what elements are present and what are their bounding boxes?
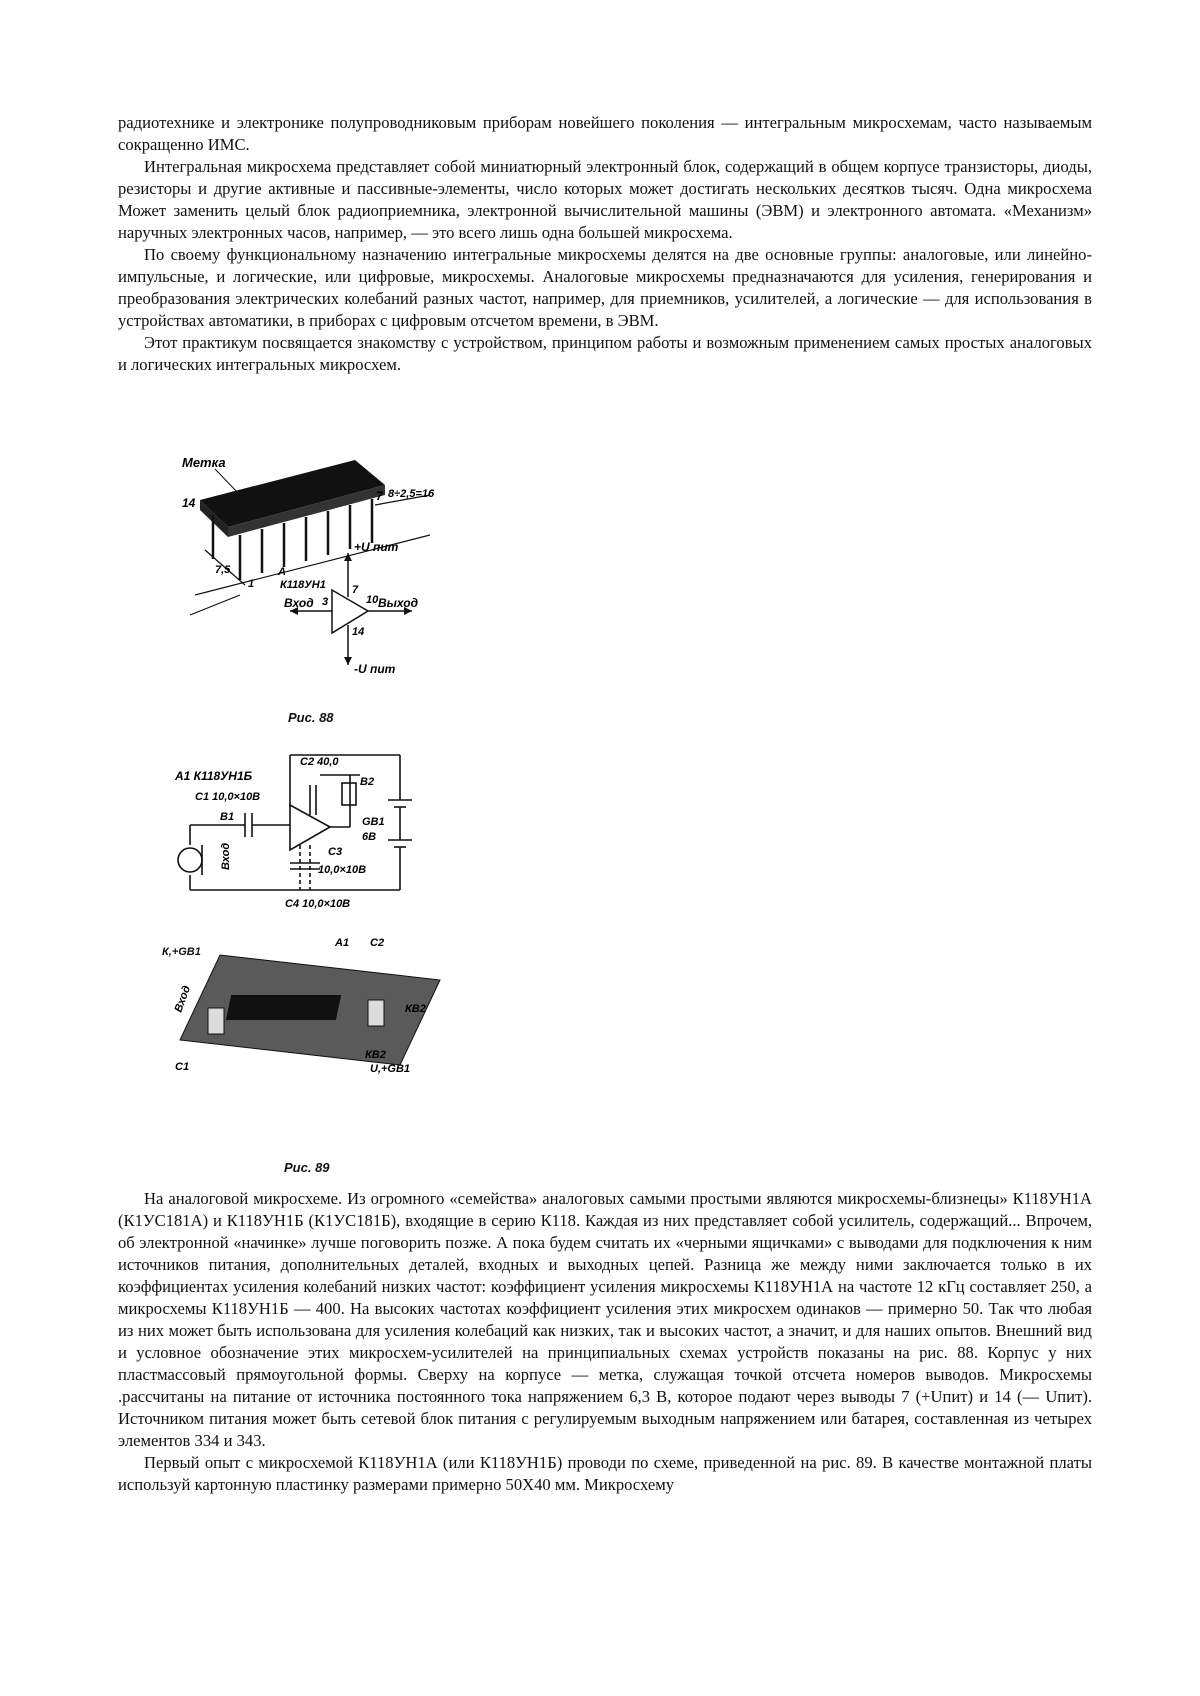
label-kb2-bottom: КВ2: [365, 1049, 386, 1061]
label-c3-value: 10,0×10В: [318, 864, 367, 876]
label-chip-ref: А: [278, 566, 286, 578]
board-capacitor-c1: [208, 1008, 224, 1034]
label-pin1: 1: [248, 578, 255, 590]
paragraph: радиотехнике и электронике полупроводниковым приборам новейшего поколения — интегральным микросхемам, часто называемым сокращенно ИМС.: [118, 113, 1092, 154]
label-board-c1: С1: [175, 1061, 190, 1073]
label-c2: С2 40,0: [300, 756, 339, 768]
paragraph: Интегральная микросхема представляет собой миниатюрный электронный блок, содержащий в общем корпусе транзисторы, диоды, резисторы и другие активные и пассивные-элементы, число которых может достигать нескольких десятков тысяч. Одна микросхема Может заменить целый блок радиоприемника, электронной вычислительной машины (ЭВМ) и электронного автомата. «Механизм» наручных электронных часов, например, — это всего лишь одна большей микросхема.: [118, 157, 1092, 242]
label-output: Выход: [378, 596, 419, 610]
label-n7: 7: [352, 584, 359, 596]
board-capacitor-c2: [368, 1000, 384, 1026]
upper-text: [118, 112, 1092, 376]
label-6v: 6В: [362, 831, 377, 843]
figure-88-caption: Рис. 88: [288, 710, 334, 725]
figure-89-caption: Рис. 89: [284, 1160, 330, 1175]
label-board-a1: А1: [335, 937, 350, 949]
label-k-gb1: К,+GB1: [162, 946, 201, 958]
label-vxod-vertical: Вход: [220, 842, 232, 870]
label-c3: С3: [328, 846, 343, 858]
label-u-gb1: U,+GB1: [370, 1063, 411, 1075]
label-b1: В1: [220, 811, 235, 823]
paragraph: Первый опыт с микросхемой К118УН1А (или К118УН1Б) проводи по схеме, приведенной на рис. 89. В качестве монтажной платы используй картонную пластинку размерами примерно 50Х40 мм. Микросхему: [118, 1453, 1092, 1494]
label-a1: А1 К118УН1Б: [175, 769, 253, 783]
figure-89-board: [160, 930, 460, 1080]
label-mark: Метка: [182, 455, 226, 470]
lower-text: [118, 1188, 1092, 1496]
label-board-c2: С2: [370, 937, 385, 949]
label-dim-right: 8÷2,5=16: [388, 488, 435, 500]
label-chip-name: К118УН1: [280, 579, 326, 591]
label-dim-left: 7,5: [215, 564, 231, 576]
label-n3: 3: [322, 596, 329, 608]
label-b2: В2: [360, 776, 375, 788]
paragraph: Этот практикум посвящается знакомству с устройством, принципом работы и возможным применением самых простых аналоговых и логических интегральных микросхем.: [118, 333, 1092, 374]
label-input: Вход: [284, 596, 314, 610]
label-c4: С4 10,0×10В: [285, 898, 351, 910]
label-n10: 10: [366, 594, 379, 606]
paragraph: На аналоговой микросхеме. Из огромного «семейства» аналоговых самыми простыми являются микросхемы-близнецы» К118УН1А (К1УС181А) и К118УН1Б (К1УС181Б), входящие в серию К118. Каждая из них представляет собой усилитель, содержащий... Впрочем, об электронной «начинке» лучше поговорить позже. А пока будем считать их «черными ящичками» с выводами для подключения к ним источников питания, дополнительных деталей, входных и выходных цепей. Разница же между ними заключается только в их коэффициентах усиления колебаний низких частот: коэффициент усиления микросхемы К118УН1А на частоте 12 кГц составляет 250, а микросхемы К118УН1Б — 400. На высоких частотах коэффициент усиления этих микросхем одинаков — примерно 50. Так что любая из них может быть использована для усиления колебаций как низких, так и высоких частот, а значит, и для наших опытов. Внешний вид и условное обозначение этих микросхем-усилителей на принципиальных схемах устройств показаны на рис. 88. Корпус у них пластмассовый прямоугольной формы. Сверху на корпусе — метка, служащая точкой отсчета номеров выводов. Микросхемы .рассчитаны на питание от источника постоянного тока напряжением 6,3 В, которое подают через выводы 7 (+Uпит) и 14 (— Uпит). Источником питания может быть сетевой блок питания с регулируемым выходным напряжением или батарея, составленная из четырех элементов 334 и 343.: [118, 1189, 1092, 1450]
label-gb1: GB1: [362, 816, 385, 828]
paragraph: По своему функциональному назначению интегральные микросхемы делятся на две основные группы: аналоговые, или линейно-импульсные, и логические, или цифровые, микросхемы. Аналоговые микросхемы предназначаются для усиления, генерирования и преобразования электрических колебаний разных частот, например, для приемников, усилителей, а логические — для использования в устройствах автоматики, в приборах с цифровым отсчетом времени, в ЭВМ.: [118, 245, 1092, 330]
board-chip: [226, 995, 341, 1020]
figure-89-schematic: [150, 745, 450, 925]
figure-88-chip-drawing: [180, 455, 480, 690]
label-vminus: -U пит: [354, 662, 396, 676]
label-kb2: КВ2: [405, 1003, 426, 1015]
label-pin7: 7: [376, 489, 383, 503]
label-n14: 14: [352, 626, 365, 638]
label-vplus: +U пит: [354, 540, 399, 554]
label-pin14: 14: [182, 496, 196, 510]
label-board-vxod: Вход: [172, 984, 194, 1014]
label-c1: С1 10,0×10В: [195, 791, 261, 803]
